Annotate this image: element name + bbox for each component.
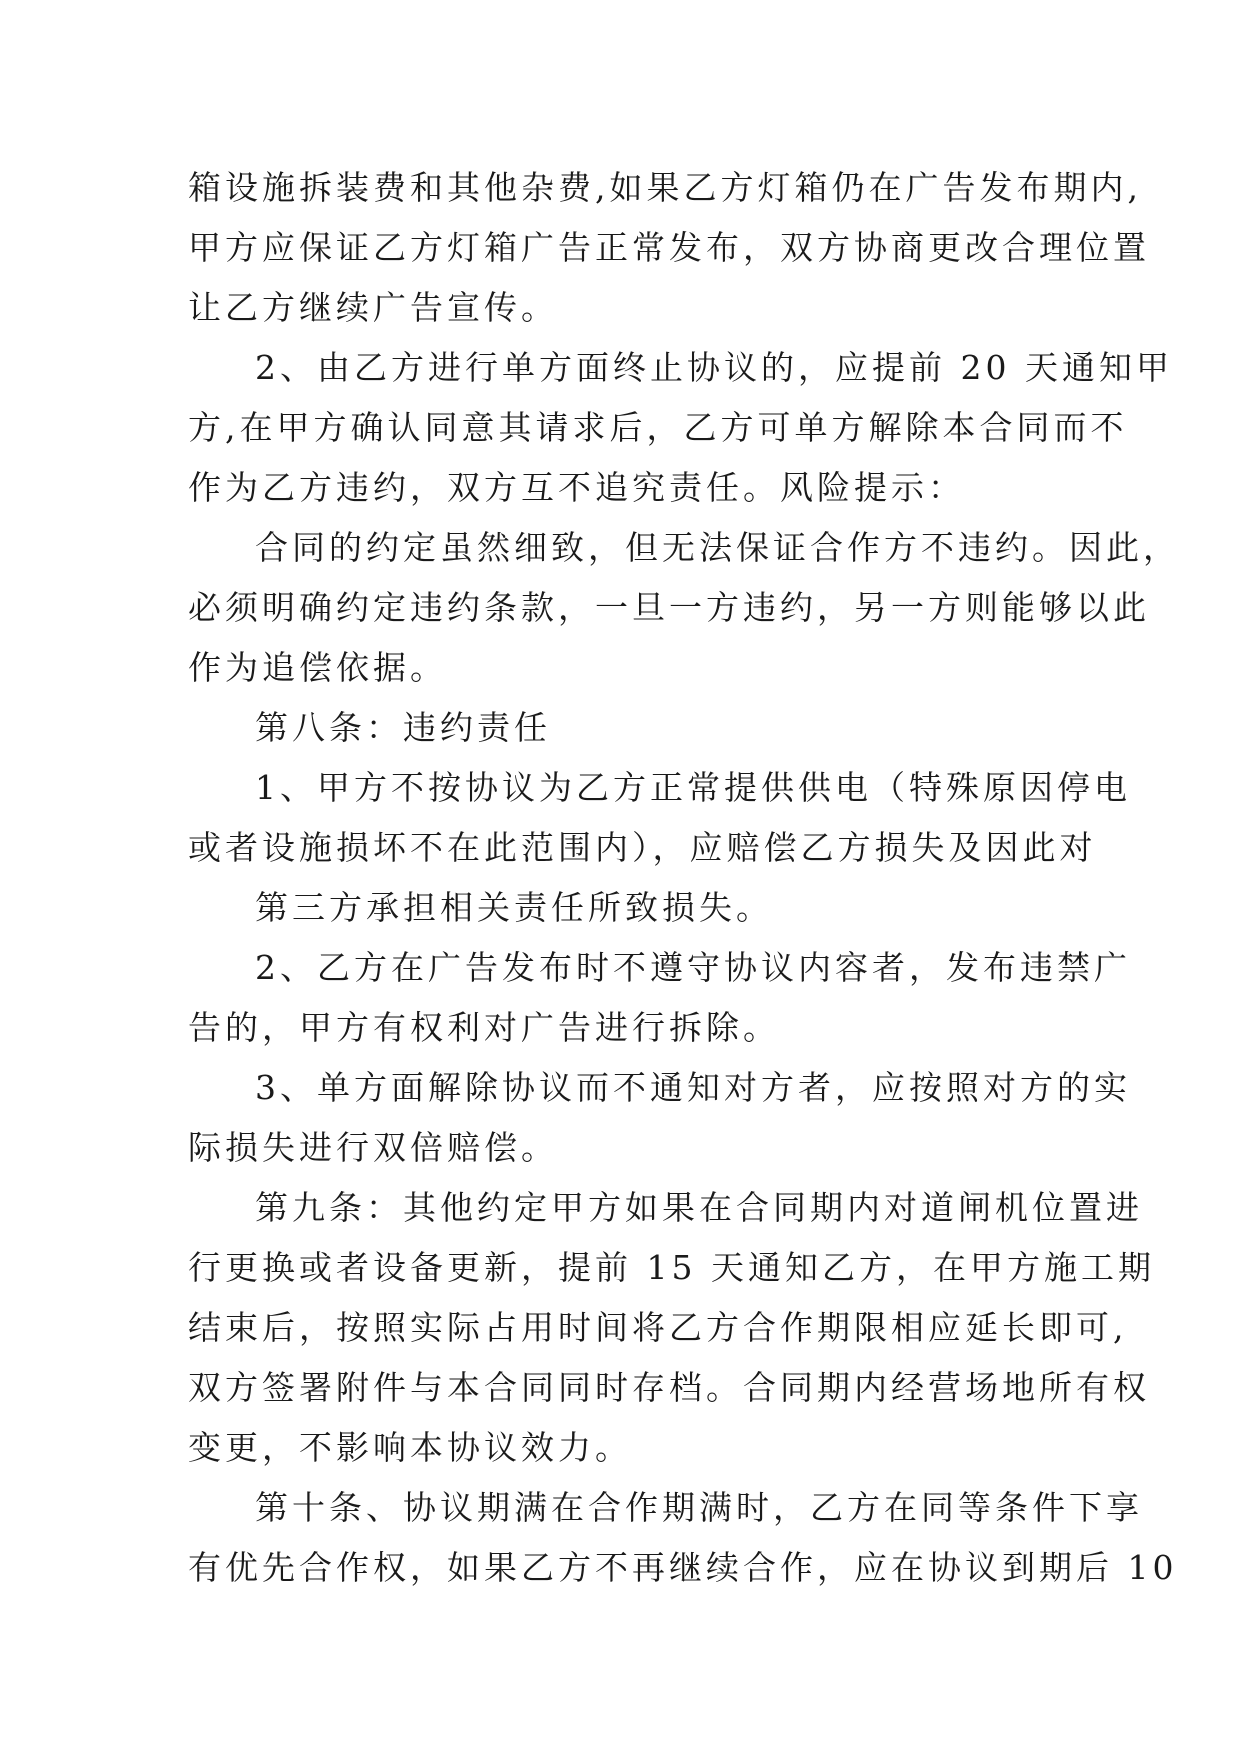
text-line-12: 或者设施损坏不在此范围内），应赔偿乙方损失及因此对 <box>188 828 1097 867</box>
text-line-19: 行更换或者设备更新，提前 15 天通知乙方，在甲方施工期 <box>188 1248 1155 1287</box>
text-line-9: 作为追偿依据。 <box>188 648 447 687</box>
section-heading-article-8: 第八条：违约责任 <box>255 708 551 747</box>
text-line-22: 变更，不影响本协议效力。 <box>188 1428 632 1467</box>
text-line-7: 合同的约定虽然细致，但无法保证合作方不违约。因此， <box>255 528 1180 567</box>
text-line-11: 1、甲方不按协议为乙方正常提供供电（特殊原因停电 <box>255 768 1131 807</box>
text-line-3: 让乙方继续广告宣传。 <box>188 288 558 327</box>
text-line-2: 甲方应保证乙方灯箱广告正常发布，双方协商更改合理位置 <box>188 228 1150 267</box>
text-line-20: 结束后，按照实际占用时间将乙方合作期限相应延长即可, <box>188 1308 1128 1347</box>
text-line-13: 第三方承担相关责任所致损失。 <box>255 888 773 927</box>
text-line-4: 2、由乙方进行单方面终止协议的，应提前 20 天通知甲 <box>255 348 1173 387</box>
section-heading-article-9: 第九条：其他约定甲方如果在合同期内对道闸机位置进 <box>255 1188 1143 1227</box>
section-heading-article-10: 第十条、协议期满在合作期满时，乙方在同等条件下享 <box>255 1488 1143 1527</box>
text-line-17: 际损失进行双倍赔偿。 <box>188 1128 558 1167</box>
text-line-5: 方,在甲方确认同意其请求后，乙方可单方解除本合同而不 <box>188 408 1128 447</box>
text-line-21: 双方签署附件与本合同同时存档。合同期内经营场地所有权 <box>188 1368 1150 1407</box>
text-line-8: 必须明确约定违约条款，一旦一方违约，另一方则能够以此 <box>188 588 1150 627</box>
text-line-24: 有优先合作权，如果乙方不再继续合作，应在协议到期后 10 <box>188 1548 1178 1587</box>
text-line-6: 作为乙方违约，双方互不追究责任。风险提示： <box>188 468 965 507</box>
text-line-14: 2、乙方在广告发布时不遵守协议内容者，发布违禁广 <box>255 948 1131 987</box>
contract-text <box>188 158 1180 1598</box>
text-line-15: 告的，甲方有权利对广告进行拆除。 <box>188 1008 780 1047</box>
text-line-1: 箱设施拆装费和其他杂费,如果乙方灯箱仍在广告发布期内, <box>188 168 1142 207</box>
text-line-16: 3、单方面解除协议而不通知对方者，应按照对方的实 <box>255 1068 1131 1107</box>
